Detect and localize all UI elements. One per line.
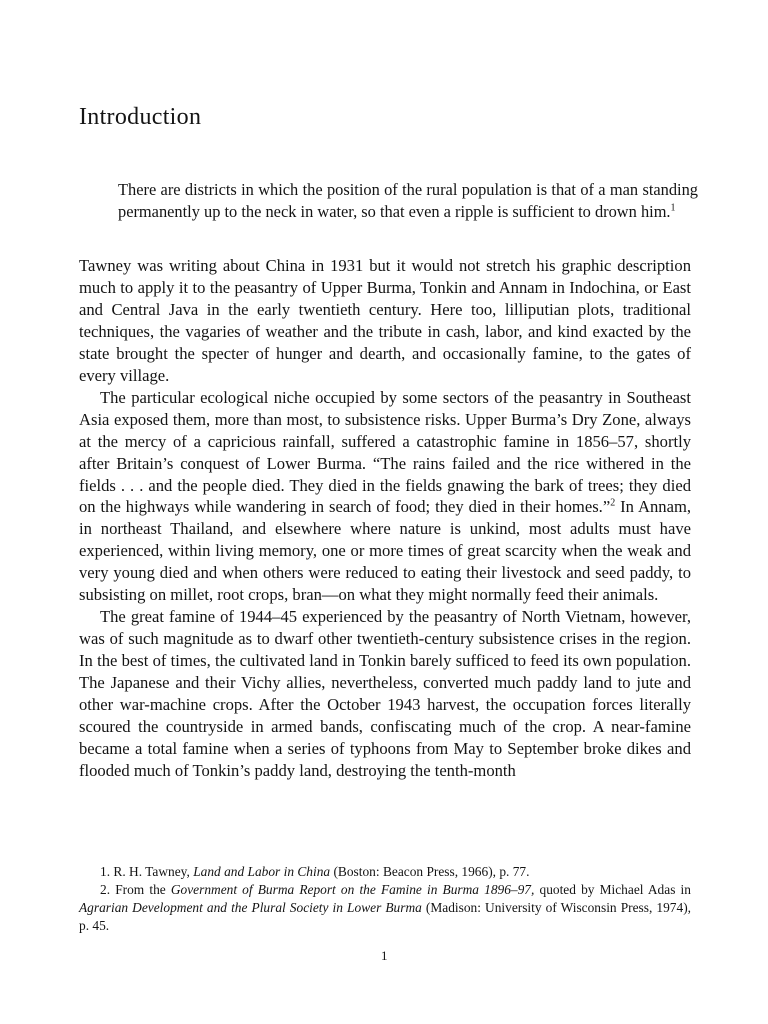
paragraph-1: Tawney was writing about China in 1931 but it would not stretch his graphic description much to apply it to the peasantry of Upper Burma, Tonkin and Annam in Indochina, or East and Central Java in the early twentieth century. Here too, lilliputian plots, traditional techniques, the vagaries of weather and the tribute in cash, labor, and kind exacted by the state brought the specter of hunger and dearth, and occasionally famine, to the gates of every village.: [79, 256, 691, 385]
footnote-ref-2: 2: [610, 497, 616, 509]
footnote-2: [79, 881, 691, 935]
footnotes: [79, 863, 691, 935]
footnote-ref-1: 1: [670, 202, 676, 214]
paragraph-2: [79, 387, 691, 607]
footnote-1-title: Land and Labor in China: [193, 864, 331, 879]
footnote-1-author: R. H. Tawney,: [113, 864, 190, 879]
footnote-2-pre: From the: [115, 882, 166, 897]
chapter-heading: Introduction: [79, 104, 202, 130]
paragraph-3: The great famine of 1944–45 experienced by the peasantry of North Vietnam, however, was of such magnitude as to dwarf other twentieth-century subsistence crises in the region. In the best of times, the cultivated land in Tonkin barely sufficed to feed its own population. The Japanese and their Vichy allies, nevertheless, converted much paddy land to jute and other war-machine crops. After the October 1943 harvest, the occupation forces literally scoured the countryside in armed bands, confiscating much of the crop. A near-famine became a total famine when a series of typhoons from May to September broke dikes and flooded much of Tonkin’s paddy land, destroying the tenth-month: [79, 607, 691, 780]
epigraph-text: There are districts in which the position of the rural population is that of a man standing permanently up to the neck in water, so that even a ripple is sufficient to drown him.: [118, 180, 698, 221]
footnote-2-title-1: Government of Burma Report on the Famine in Burma 1896–97,: [170, 882, 535, 897]
footnote-2-mid: quoted by Michael Adas in: [539, 882, 691, 897]
footnote-2-citation: (Madison: University of Wisconsin Press, 1974), p. 45.: [79, 900, 691, 933]
body-text: [79, 255, 691, 782]
footnote-1-citation: (Boston: Beacon Press, 1966), p. 77.: [333, 864, 530, 879]
paragraph-2-part-b: In Annam, in northeast Thailand, and elsewhere where nature is unkind, most adults must have experienced, within living memory, one or more times of great scarcity when the weak and very young died and when others were reduced to eating their livestock and seed paddy, to subsisting on millet, root crops, bran—on what they might normally feed their animals.: [79, 497, 691, 605]
footnote-1-number: 1.: [100, 864, 111, 879]
epigraph-quote: [118, 179, 698, 223]
footnote-2-number: 2.: [100, 882, 111, 897]
footnote-1: [79, 863, 691, 881]
page-number: 1: [381, 948, 388, 963]
paragraph-2-part-a: The particular ecological niche occupied by some sectors of the peasantry in Southeast Asia exposed them, more than most, to subsistence risks. Upper Burma’s Dry Zone, always at the mercy of a capricious rainfall, suffered a catastrophic famine in 1856–57, shortly after Britain’s conquest of Lower Burma. “The rains failed and the rice withered in the fields . . . and the people died. They died in the fields gnawing the bark of trees; they died on the highways while wandering in search of food; they died in their homes.”: [79, 387, 691, 517]
footnote-2-title-2: Agrarian Development and the Plural Society in Lower Burma: [79, 900, 422, 915]
